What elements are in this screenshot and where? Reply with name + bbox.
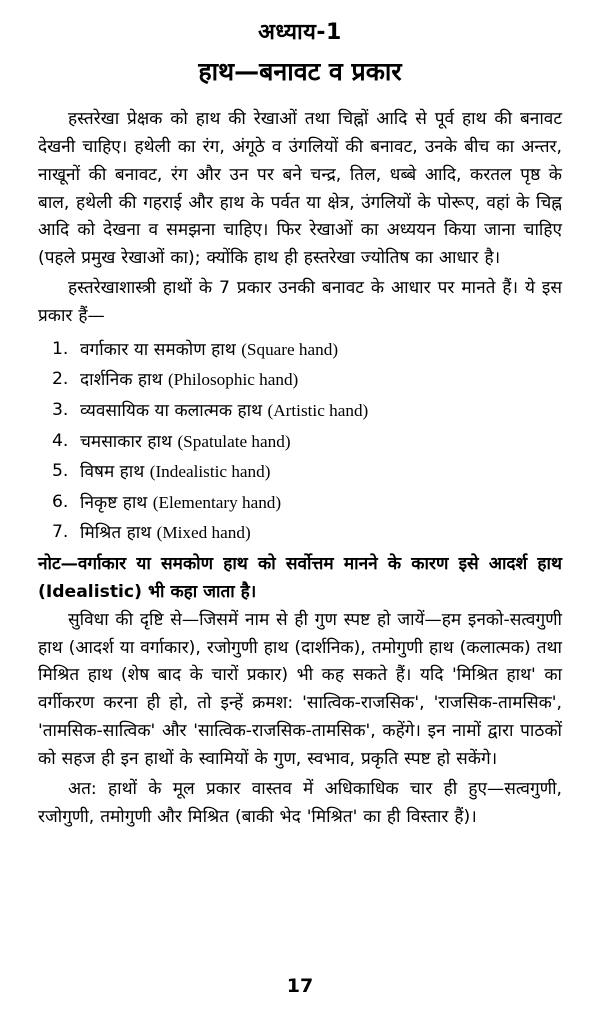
list-item bbox=[38, 335, 562, 366]
list-item-label-hindi: दार्शनिक हाथ bbox=[80, 370, 163, 391]
paragraph-conclusion: अत: हाथों के मूल प्रकार वास्तव में अधिकाधिक चार ही हुए—सत्वगुणी, रजोगुणी, तमोगुणी और मिश्रित (बाकी भेद 'मिश्रित' का ही विस्तार हैं)। bbox=[38, 778, 562, 827]
page-number: 17 bbox=[286, 975, 314, 997]
list-item-label-hindi: वर्गाकार या समकोण हाथ bbox=[80, 339, 236, 360]
list-item-label-hindi: निकृष्ट हाथ bbox=[80, 492, 148, 513]
list-item-number: 2. bbox=[52, 369, 69, 390]
list-item-label-hindi: मिश्रित हाथ bbox=[80, 523, 152, 544]
list-item-number: 7. bbox=[52, 522, 69, 543]
list-item bbox=[38, 396, 562, 427]
note-paragraph: नोट—वर्गाकार या समकोण हाथ को सर्वोत्तम मानने के कारण इसे आदर्श हाथ (Idealistic) भी कहा जाता है। bbox=[38, 553, 562, 602]
hand-types-list bbox=[38, 335, 562, 549]
list-item bbox=[38, 427, 562, 458]
list-item-number: 5. bbox=[52, 461, 69, 482]
paragraph-seven-types: हस्तरेखाशास्त्री हाथों के 7 प्रकार उनकी बनावट के आधार पर मानते हैं। ये इस प्रकार हैं— bbox=[38, 278, 562, 327]
page-title: हाथ—बनावट व प्रकार bbox=[198, 57, 402, 86]
list-item-label-english: (Artistic hand) bbox=[267, 401, 369, 421]
paragraph-intro: हस्तरेखा प्रेक्षक को हाथ की रेखाओं तथा चिह्नों आदि से पूर्व हाथ की बनावट देखनी चाहिए। हथेली का रंग, अंगूठे व उंगलियों की बनावट, उनके बीच का अन्तर, नाखूनों की बनावट, रंग और उन पर बने चन्द्र, तिल, धब्बे आदि, करतल पृष्ठ के बाल, हथेली की गहराई और हाथ के पर्वत या क्षेत्र, उंगलियों के पोरूए, वहां के चिह्न आदि को देखना व समझना चाहिए। फिर रेखाओं का अध्ययन किया जाना चाहिए (पहले प्रमुख रेखाओं का); क्योंकि हाथ ही हस्तरेखा ज्योतिष का आधार है। bbox=[38, 109, 562, 269]
list-item bbox=[38, 488, 562, 519]
list-item-number: 3. bbox=[52, 400, 69, 421]
paragraph-convenience: सुविधा की दृष्टि से—जिसमें नाम से ही गुण स्पष्ट हो जायें—हम इनको-सत्वगुणी हाथ (आदर्श या वर्गाकार), रजोगुणी हाथ (दार्शनिक), तमोगुणी हाथ (कलात्मक) तथा मिश्रित हाथ (शेष बाद के चारों प्रकार) भी कह सकते हैं। यदि 'मिश्रित हाथ' का वर्गीकरण करना ही हो, तो इन्हें क्रमश: 'सात्विक-राजसिक', 'राजसिक-तामसिक', 'तामसिक-सात्विक' और 'सात्विक-राजसिक-तामसिक', कहेंगे। इन नामों द्वारा पाठकों को सहज ही इन हाथों के स्वामियों के गुण, स्वभाव, प्रकृति स्पष्ट हो सकेंगे। bbox=[38, 609, 562, 769]
list-item-number: 1. bbox=[52, 338, 69, 359]
list-item-label-hindi: व्यवसायिक या कलात्मक हाथ bbox=[80, 401, 263, 422]
list-item-label-english: (Elementary hand) bbox=[152, 492, 282, 512]
list-item-label-english: (Philosophic hand) bbox=[167, 370, 299, 390]
list-item bbox=[38, 518, 562, 549]
list-item bbox=[38, 365, 562, 396]
list-item bbox=[38, 457, 562, 488]
list-item-label-hindi: चमसाकार हाथ bbox=[80, 431, 172, 452]
chapter-label: अध्याय-1 bbox=[258, 20, 342, 45]
list-item-label-english: (Square hand) bbox=[241, 339, 339, 359]
list-item-label-english: (Indealistic hand) bbox=[149, 462, 271, 482]
list-item-number: 6. bbox=[52, 491, 69, 512]
list-item-number: 4. bbox=[52, 430, 69, 451]
list-item-label-hindi: विषम हाथ bbox=[80, 462, 145, 483]
list-item-label-english: (Spatulate hand) bbox=[177, 431, 291, 451]
list-item-label-english: (Mixed hand) bbox=[156, 523, 251, 543]
